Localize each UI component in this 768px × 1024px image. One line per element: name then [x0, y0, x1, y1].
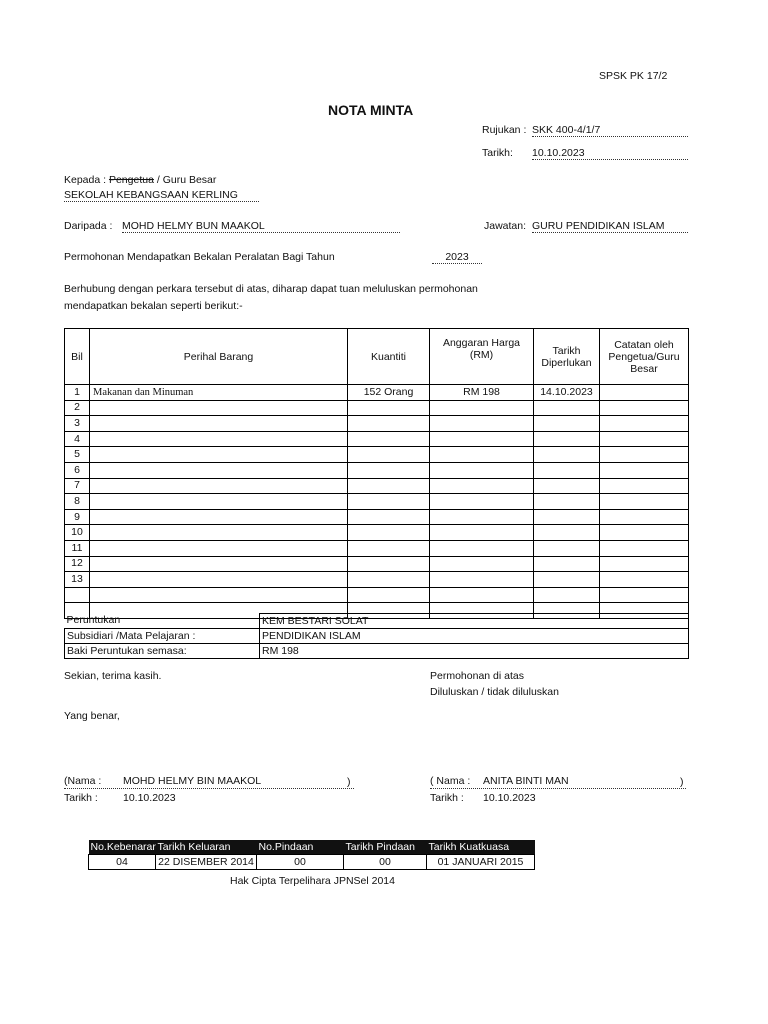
cell-perihal — [90, 540, 348, 556]
table-row — [65, 572, 689, 588]
cell-bil: 6 — [65, 462, 90, 478]
table-row — [65, 540, 689, 556]
school-name: SEKOLAH KEBANGSAAN KERLING — [64, 189, 259, 202]
cell-perihal — [90, 462, 348, 478]
cell-bil: 10 — [65, 525, 90, 541]
nama-label-right: ( Nama : — [430, 775, 471, 787]
cell-bil: 8 — [65, 494, 90, 510]
revision-tarikh-kuatkuasa: 01 JANUARI 2015 — [427, 855, 535, 870]
cell-catatan — [600, 385, 689, 401]
cell-catatan — [600, 556, 689, 572]
cell-catatan — [600, 416, 689, 432]
cell-perihal: Makanan dan Minuman — [90, 385, 348, 401]
cell-bil: 1 — [65, 385, 90, 401]
sekian-text: Sekian, terima kasih. — [64, 670, 162, 682]
cell-perihal — [90, 509, 348, 525]
allocation-row — [65, 629, 689, 644]
cell-tarikh: 14.10.2023 — [534, 385, 600, 401]
header-anggaran-line1: Anggaran Harga — [442, 337, 521, 349]
revision-header-row — [89, 840, 535, 855]
tarikh-label-left: Tarikh : — [64, 792, 98, 804]
cell-catatan — [600, 400, 689, 416]
baki-value: RM 198 — [260, 644, 689, 659]
cell-harga — [430, 494, 534, 510]
header-catatan-line2: Pengetua/Guru — [608, 350, 680, 363]
table-row — [65, 556, 689, 572]
cell-harga — [430, 556, 534, 572]
cell-bil: 2 — [65, 400, 90, 416]
table-header-row — [65, 329, 689, 385]
cell-kuantiti — [348, 416, 430, 432]
revision-no-pindaan: 00 — [257, 855, 344, 870]
header-tarikh-line1: Tarikh — [552, 344, 581, 357]
table-row — [65, 509, 689, 525]
cell-harga — [430, 540, 534, 556]
cell-perihal — [90, 556, 348, 572]
cell-bil: 12 — [65, 556, 90, 572]
cell-catatan — [600, 540, 689, 556]
table-row — [65, 400, 689, 416]
header-bil: Bil — [65, 329, 90, 385]
cell-bil: 7 — [65, 478, 90, 494]
nama-label-left: (Nama : — [64, 775, 102, 787]
cell-kuantiti — [348, 525, 430, 541]
kepada-label: Kepada : — [64, 174, 107, 186]
cell-tarikh — [534, 556, 600, 572]
cell-catatan — [600, 431, 689, 447]
cell-perihal — [90, 587, 348, 603]
table-row — [65, 431, 689, 447]
cell-tarikh — [534, 572, 600, 588]
cell-tarikh — [534, 416, 600, 432]
cell-tarikh — [534, 431, 600, 447]
revision-header-tarikh-keluaran: Tarikh Keluaran — [156, 840, 257, 855]
revision-header-no-pindaan: No.Pindaan — [257, 840, 344, 855]
cell-bil: 5 — [65, 447, 90, 463]
cell-bil — [65, 587, 90, 603]
cell-bil: 11 — [65, 540, 90, 556]
tarikh-value: 10.10.2023 — [532, 147, 688, 160]
kepada-rest: / Guru Besar — [156, 174, 217, 186]
cell-harga — [430, 447, 534, 463]
permohonan-text: Permohonan Mendapatkan Bekalan Peralatan Bagi Tahun — [64, 251, 335, 263]
table-row — [65, 416, 689, 432]
cell-catatan — [600, 587, 689, 603]
tarikh-label-right: Tarikh : — [430, 792, 464, 804]
cell-tarikh — [534, 400, 600, 416]
nama-close-left: ) — [347, 776, 351, 788]
cell-perihal — [90, 416, 348, 432]
kepada-line — [64, 174, 216, 186]
subsidiari-label: Subsidiari /Mata Pelajaran : — [65, 629, 260, 644]
cell-tarikh — [534, 494, 600, 510]
revision-header-tarikh-kuatkuasa: Tarikh Kuatkuasa — [427, 840, 535, 855]
header-catatan — [600, 329, 689, 385]
cell-bil: 4 — [65, 431, 90, 447]
cell-tarikh — [534, 540, 600, 556]
cell-kuantiti — [348, 587, 430, 603]
approval-line-2: Diluluskan / tidak diluluskan — [430, 686, 559, 698]
cell-bil: 9 — [65, 509, 90, 525]
cell-tarikh — [534, 509, 600, 525]
revision-table — [88, 840, 535, 870]
cell-harga — [430, 572, 534, 588]
header-tarikh — [534, 329, 600, 385]
cell-kuantiti — [348, 462, 430, 478]
cell-tarikh — [534, 478, 600, 494]
baki-label: Baki Peruntukan semasa: — [65, 644, 260, 659]
cell-kuantiti: 152 Orang — [348, 385, 430, 401]
header-anggaran-line2: (RM) — [469, 349, 494, 361]
jawatan-value: GURU PENDIDIKAN ISLAM — [532, 220, 688, 233]
page-title: NOTA MINTA — [328, 102, 414, 118]
tarikh-value-right: 10.10.2023 — [483, 792, 536, 804]
header-catatan-line3: Besar — [630, 362, 658, 375]
revision-tarikh-keluaran: 22 DISEMBER 2014 — [156, 855, 257, 870]
permohonan-year: 2023 — [432, 251, 482, 264]
approval-line-1: Permohonan di atas — [430, 670, 524, 682]
cell-tarikh — [534, 462, 600, 478]
cell-perihal — [90, 478, 348, 494]
cell-bil: 13 — [65, 572, 90, 588]
peruntukan-value: KEM BESTARI SOLAT — [260, 614, 689, 629]
cell-harga — [430, 587, 534, 603]
cell-bil: 3 — [65, 416, 90, 432]
cell-kuantiti — [348, 540, 430, 556]
cell-harga — [430, 462, 534, 478]
daripada-value: MOHD HELMY BUN MAAKOL — [122, 220, 400, 233]
table-row — [65, 385, 689, 401]
revision-header-kebenaran: No.Kebenarar — [90, 841, 156, 853]
header-catatan-line1: Catatan oleh — [614, 338, 674, 351]
cell-perihal — [90, 431, 348, 447]
allocation-table — [64, 613, 689, 659]
peruntukan-label: Peruntukan — [65, 614, 260, 629]
cell-kuantiti — [348, 431, 430, 447]
cell-kuantiti — [348, 478, 430, 494]
allocation-row — [65, 614, 689, 629]
cell-catatan — [600, 509, 689, 525]
cell-perihal — [90, 572, 348, 588]
allocation-row — [65, 644, 689, 659]
cell-harga — [430, 431, 534, 447]
cell-harga — [430, 416, 534, 432]
table-row — [65, 525, 689, 541]
cell-catatan — [600, 447, 689, 463]
jawatan-label: Jawatan: — [484, 220, 527, 232]
kepada-struck: Pengetua — [108, 174, 154, 186]
paragraph-line-2: mendapatkan bekalan seperti berikut:- — [64, 300, 243, 312]
table-row — [65, 447, 689, 463]
tarikh-label: Tarikh: — [482, 147, 513, 159]
revision-tarikh-pindaan: 00 — [344, 855, 427, 870]
nama-value-right: ANITA BINTI MAN — [483, 775, 569, 787]
cell-catatan — [600, 572, 689, 588]
rujukan-value: SKK 400-4/1/7 — [532, 124, 688, 137]
revision-header-tarikh-pindaan: Tarikh Pindaan — [344, 840, 427, 855]
cell-kuantiti — [348, 494, 430, 510]
header-perihal: Perihal Barang — [90, 329, 348, 385]
daripada-label: Daripada : — [64, 220, 113, 232]
cell-harga — [430, 525, 534, 541]
subsidiari-value: PENDIDIKAN ISLAM — [260, 629, 689, 644]
cell-kuantiti — [348, 509, 430, 525]
cell-kuantiti — [348, 556, 430, 572]
table-row — [65, 462, 689, 478]
cell-perihal — [90, 447, 348, 463]
items-table — [64, 328, 689, 619]
cell-perihal — [90, 400, 348, 416]
header-kuantiti: Kuantiti — [348, 329, 430, 385]
table-row — [65, 478, 689, 494]
copyright-text: Hak Cipta Terpelihara JPNSel 2014 — [230, 875, 395, 887]
table-row — [65, 587, 689, 603]
rujukan-label: Rujukan : — [482, 124, 527, 136]
tarikh-value-left: 10.10.2023 — [123, 792, 176, 804]
cell-perihal — [90, 494, 348, 510]
nama-close-right: ) — [680, 776, 684, 788]
nama-value-left: MOHD HELMY BIN MAAKOL — [123, 775, 262, 787]
cell-tarikh — [534, 587, 600, 603]
cell-harga — [430, 400, 534, 416]
cell-kuantiti — [348, 400, 430, 416]
cell-kuantiti — [348, 572, 430, 588]
table-row — [65, 494, 689, 510]
cell-perihal — [90, 525, 348, 541]
cell-kuantiti — [348, 447, 430, 463]
cell-catatan — [600, 478, 689, 494]
yang-benar-text: Yang benar, — [64, 710, 120, 722]
cell-harga — [430, 509, 534, 525]
paragraph-line-1: Berhubung dengan perkara tersebut di atas, diharap dapat tuan meluluskan permohonan — [64, 283, 478, 295]
cell-catatan — [600, 525, 689, 541]
header-anggaran — [430, 329, 534, 385]
revision-value-row — [89, 855, 535, 870]
revision-kebenaran: 04 — [89, 855, 156, 870]
cell-harga — [430, 478, 534, 494]
header-tarikh-line2: Diperlukan — [541, 356, 592, 369]
cell-tarikh — [534, 447, 600, 463]
document-code: SPSK PK 17/2 — [599, 70, 668, 82]
cell-harga: RM 198 — [430, 385, 534, 401]
cell-catatan — [600, 494, 689, 510]
cell-tarikh — [534, 525, 600, 541]
cell-catatan — [600, 462, 689, 478]
